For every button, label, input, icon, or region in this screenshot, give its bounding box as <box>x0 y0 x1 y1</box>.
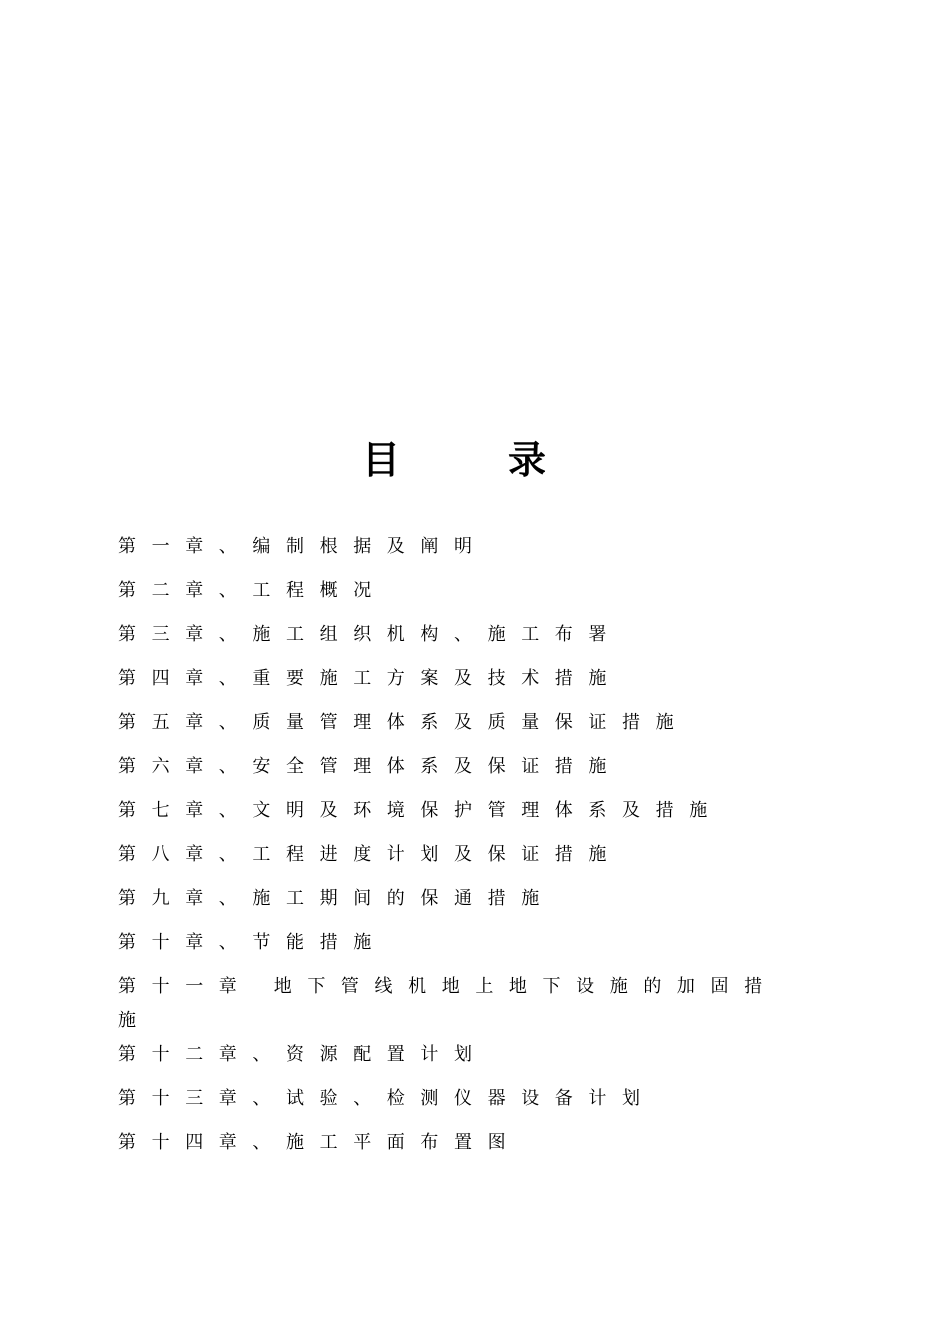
toc-entry-chapter-10[interactable]: 第十章、节能措施 <box>118 932 387 953</box>
page-title <box>362 434 562 486</box>
toc-entry-chapter-3[interactable]: 第三章、施工组织机构、施工布署 <box>118 624 622 645</box>
toc-entry-chapter-4[interactable]: 第四章、重要施工方案及技术措施 <box>118 668 622 689</box>
toc-entry-chapter-6[interactable]: 第六章、安全管理体系及保证措施 <box>118 756 622 777</box>
toc-entry-chapter-14[interactable]: 第十四章、施工平面布置图 <box>118 1132 522 1153</box>
toc-entry-chapter-12[interactable]: 第十二章、资源配置计划 <box>118 1044 488 1065</box>
toc-entry-chapter-8[interactable]: 第八章、工程进度计划及保证措施 <box>118 844 622 865</box>
toc-entry-chapter-5[interactable]: 第五章、质量管理体系及质量保证措施 <box>118 712 690 733</box>
title-char-1: 目 <box>362 438 401 482</box>
title-char-2: 录 <box>508 438 547 482</box>
toc-entry-chapter-13[interactable]: 第十三章、试验、检测仪器设备计划 <box>118 1088 656 1109</box>
toc-entry-chapter-7[interactable]: 第七章、文明及环境保护管理体系及措施 <box>118 800 723 821</box>
toc-entry-chapter-9[interactable]: 第九章、施工期间的保通措施 <box>118 888 555 909</box>
toc-entry-chapter-2[interactable]: 第二章、工程概况 <box>118 580 387 601</box>
toc-entry-chapter-11[interactable]: 第十一章 地下管线机地上地下设施的加固措施 <box>118 976 778 1031</box>
toc-entry-chapter-1[interactable]: 第一章、编制根据及阐明 <box>118 536 488 557</box>
